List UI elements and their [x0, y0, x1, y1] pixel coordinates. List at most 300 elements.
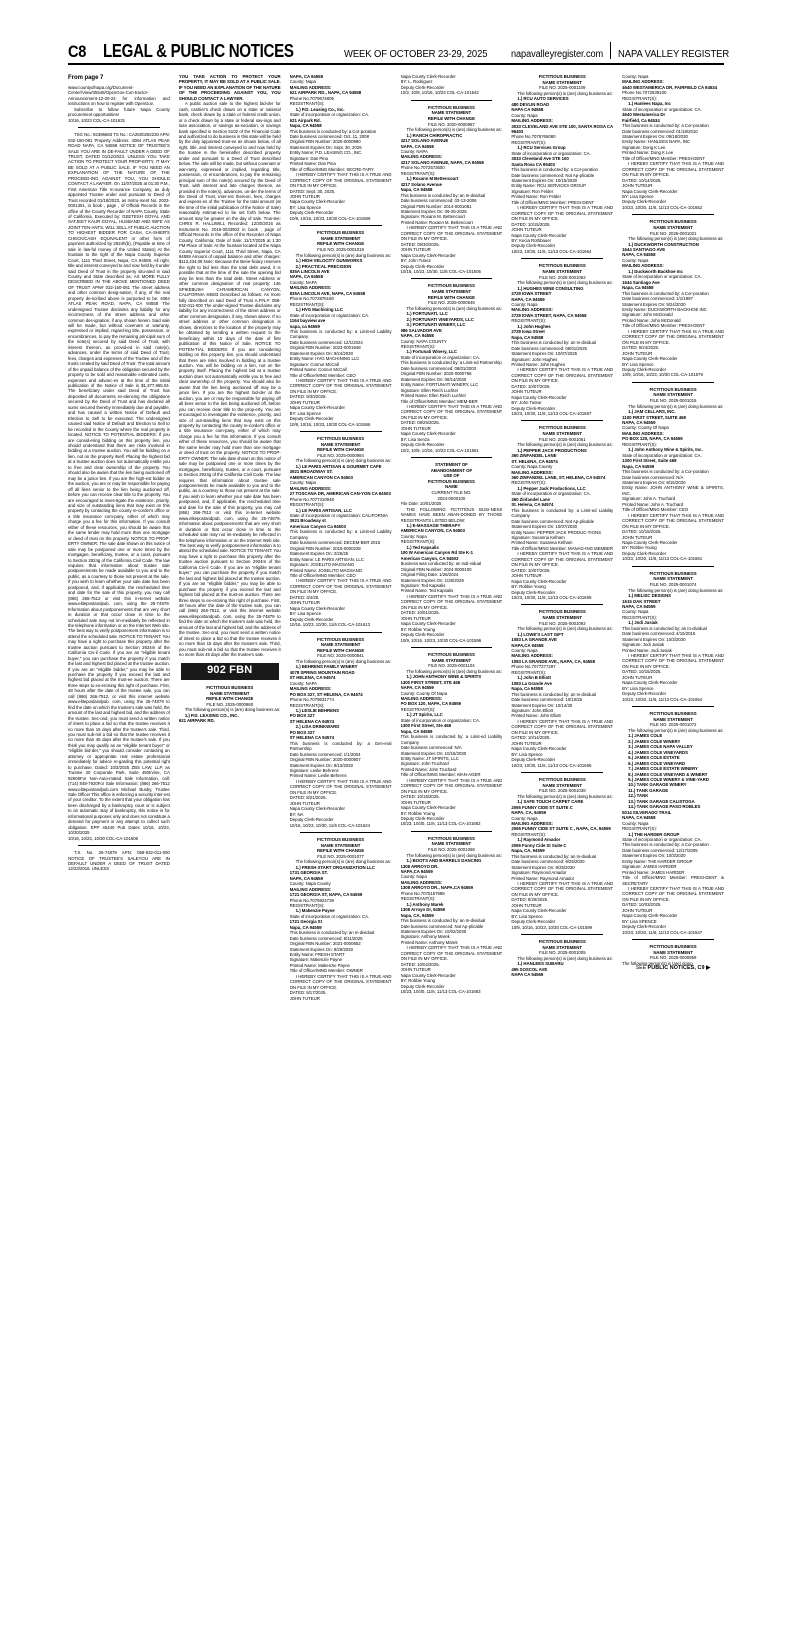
clerk-by: BY: Lisa Spence [511, 751, 543, 757]
clerk-name: JOHN TUTEUR [400, 247, 431, 253]
clerk-name: JOHN TUTEUR [400, 615, 431, 621]
notice-divider [78, 845, 160, 846]
fbn-business-name: 1.) FRESH START ORGANIZATION LLC [295, 864, 376, 870]
notice-divider [521, 420, 603, 421]
registrant-name: 1.) Jodi Jusiak [628, 620, 658, 626]
registrant-label: REGISTRANT(S): [289, 902, 325, 908]
fbn-heading: FICTITIOUS BUSINESS [317, 636, 365, 642]
entity-name: Entity Name: HVG MACHINING LLC [289, 356, 360, 362]
fbn-heading: REFILE WITH CHANGE [206, 696, 254, 702]
clerk-name: JOHN TUTEUR [511, 573, 542, 579]
fbn-county: County: Napa [400, 874, 427, 880]
business-conducted-by: This business is conducted by: an In-dividual [289, 930, 375, 936]
registrant-label: REGISTRANT(S): [622, 441, 657, 447]
fbn-intro: The following person(s) is (are) doing business as: [295, 252, 391, 258]
fbn-file-number: FILE NO. 2025-0001109 [539, 85, 586, 91]
dated: DATED: 10/14/2025. [622, 177, 662, 183]
website-url[interactable]: napavalleyregister.com [511, 49, 604, 60]
date-commenced: Date business commenced: 12/17/2005 [622, 847, 698, 853]
fbn-intro: The following person(s) is (are) doing business as: [628, 587, 724, 593]
fbn-banner: 902 FBN [181, 663, 279, 679]
registrant-label: REGISTRANT(S): [622, 95, 657, 101]
fbn-address: 1300 FIRST STREET, STE 468 [400, 679, 461, 685]
fbn-heading: FICTITIOUS BUSINESS [538, 425, 586, 431]
officer-title: Title of Officer/MNG Member: CEO [289, 573, 356, 578]
statement-expires: Statement Expires On: 9/24/2030 [289, 350, 353, 356]
business-conducted-by: This business is conducted by: a Cor-poration [511, 167, 598, 173]
fbn-intro: The following person(s) is (are) doing business as: [517, 955, 613, 961]
dated: DATED: 9/30/2025. [289, 394, 327, 400]
fbn-business-name: 7.) JAMES COLE ESTATE WINERY [628, 766, 698, 772]
clerk-office: Napa County Clerk-Recorder [511, 232, 567, 238]
fbn-heading: FICTITIOUS BUSINESS [427, 651, 475, 657]
fbn-address: 1100 FIRST STREET, SUITE 468 [622, 414, 686, 420]
mailing-address-value: PO BOX 327, ST HELENA, CA 94574 [289, 691, 363, 697]
clerk-office: Napa County Clerk-Recorder [622, 680, 678, 686]
original-filing-date: Original Filing Date: 1/26/2024 [400, 572, 459, 578]
notice-columns [68, 74, 724, 1626]
registrant-address: 360 Zinfandel Lane [511, 496, 550, 502]
fbn-heading: NAME STATEMENT [542, 431, 582, 437]
masthead-divider-3 [610, 42, 611, 59]
fbn-heading: NAME STATEMENT [653, 392, 693, 398]
notice-divider [521, 772, 603, 773]
registrant-name: 1.) HVG Machining LLC [295, 307, 343, 313]
clerk-office: Napa County Clerk-Recorder [400, 621, 456, 627]
entity-name: Entity Name: THE HARDER GROUP [622, 858, 693, 864]
fbn-intro: The following person(s) is (are) doing business as: [406, 668, 502, 674]
fbn-heading: FICTITIOUS BUSINESS [538, 74, 586, 79]
fbn-business-name: 1.) HIGH VELOCITY GUNWORKS [295, 258, 363, 264]
printed-name: Printed Name: Connor McCall [289, 367, 347, 373]
fbn-intro: The following person(s) is (are) doing business as: [628, 403, 724, 409]
fbn-city: NAPA, CA 94559 [511, 296, 545, 302]
business-conducted-by: This business is conducted by: a Cor-poration [622, 123, 709, 129]
fbn-county: County: Napa [511, 815, 538, 821]
clerk-office: Napa County Clerk-Recorder [511, 746, 567, 752]
deputy-clerk: Deputy Clerk-Recorder [289, 416, 334, 422]
fbn-intro: The following person(s) is (are) doing business as: [628, 727, 724, 733]
date-commenced: Date business commenced: 09/01/2025 [511, 345, 587, 351]
mailing-address-label: MAILING ADDRESS: [511, 118, 553, 124]
registrant-address: 2065 Funny Cide St Suite C [511, 842, 567, 848]
fbn-address: 1731 GEORGIA ST. [289, 870, 328, 876]
fbn-file-number: FILE NO. 2025-0001019 [317, 247, 364, 253]
certification: I HEREBY CERTIFY THAT THIS IS A TRUE AND CORRECT COPY OF THE ORIGINAL STATEMENT ON FILE IN MY OFFICE. [400, 777, 503, 794]
fbn-address: 5014 SILVERADO TRAIL [622, 809, 672, 815]
registrant-name: 2.) LISA DRINKWARD [295, 724, 340, 730]
registrant-address: PO BOX 327 [289, 713, 315, 719]
fbn-file-number: FILE NO. 2025-0001072 [649, 722, 697, 728]
statement-expires: Statement Expires On: 9/15/2030 [622, 480, 686, 486]
clerk-name: JOHN TUTEUR [622, 907, 653, 913]
fbn-heading: NAME STATEMENT [320, 842, 361, 848]
deputy-clerk: Deputy Clerk-Recorder [622, 366, 667, 372]
dated: DATED: 10/15/2025. [511, 221, 551, 227]
fbn-county: County: Napa [622, 257, 649, 263]
mailing-address-value: 2729 IOWA STREET, NAPA, CA 94558 [511, 312, 587, 318]
fbn-heading: NAME STATEMENT [320, 642, 361, 648]
fbn-business-name: 13.) TANK GARAGE CALISTOGA [628, 798, 695, 804]
section-title: LEGAL & PUBLIC NOTICES [103, 41, 294, 61]
fbn-phone: Phone No.7075765080 [511, 134, 556, 140]
date-commenced: Date business commenced: Oct. 11, 2008 [289, 133, 369, 139]
business-conducted-by: This business is conducted by: a Cor-poration [289, 128, 377, 134]
fbn-heading: NAME STATEMENT [542, 944, 582, 950]
abandonment-heading: STATEMENT OF [435, 462, 468, 468]
dated: DATED: 10/15/2025. [622, 529, 662, 535]
fbn-business-name: 1.) JAMES COLE [628, 733, 663, 739]
printed-name: Printed Name: Anthony Marek [400, 939, 458, 945]
incorporation-state: State of incorporation or organization: CA. [400, 717, 481, 723]
fbn-business-name: 1.) E-MASSAGE THERAPY [406, 523, 461, 528]
statement-expires: Statement Expires On: 08/14/2030 [400, 376, 467, 382]
business-conducted-by: This business is conducted by: a Limit-ed Liability Company [511, 507, 614, 519]
clerk-office: Napa County Clerk-Recorder [400, 805, 456, 811]
signature: Signature: Leslie Behrens [289, 767, 339, 773]
publication-dates: 10/23, 10/30, 11/6, 11/13 COL-CA-101656 [511, 762, 592, 768]
officer-title: Title of Officer/MNG Member: MAN-AGER [400, 772, 481, 778]
fbn-phone: Phone No.7075924739 [289, 897, 334, 903]
publication-dates: 10/23, 10/30, 11/6, 11/13 COL-CA-101663 [400, 989, 481, 994]
date-commenced: Date business commenced: 08/01/2003 [400, 365, 477, 371]
registrant-name: 1.) LE PARIS ARTISAN, LLC [295, 507, 352, 513]
registrant-name: 1.) Duckworth Backhoe Inc [628, 268, 683, 274]
registrant-label: REGISTRANT(S): [511, 480, 547, 486]
registrant-address: 4640 Westamerica Dr [622, 112, 666, 118]
printed-name: Printed Name: John A. Truchard [622, 501, 683, 507]
registrant-name: 1.) Ted Kapsalis [406, 544, 439, 550]
fbn-intro: The following person(s) is (are) doing business as: [406, 852, 502, 858]
fbn-heading: FICTITIOUS BUSINESS [317, 836, 365, 842]
deputy-clerk: Deputy Clerk-Recorder [622, 691, 667, 697]
date-commenced: Date business commenced: 1/1/2004 [289, 751, 361, 757]
fbn-heading: FICTITIOUS BUSINESS [538, 609, 586, 615]
certification: I HEREBY CERTIFY THAT THIS IS A TRUE AND CORRECT COPY OF THE ORIGINAL STATEMENT ON FILE IN MY OFFICE. [400, 593, 503, 610]
deputy-clerk: Deputy Clerk-Recorder [400, 442, 445, 448]
continued-link[interactable] [622, 966, 724, 971]
registrant-label: REGISTRANT(S): [400, 706, 436, 712]
original-fbn-number: Original FBN Number: 2023-0001948 [289, 345, 361, 351]
clerk-name: JOHN TUTEUR [400, 425, 431, 431]
fbn-file-number: FILE NO. 2020-0000967 [428, 121, 475, 127]
statement-expires: Statement Expires On: 8/13/2030 [289, 762, 353, 768]
fbn-heading: NAME STATEMENT [542, 79, 582, 85]
dated: DATED: 9/17/2025. [289, 990, 327, 996]
clerk-name: JOHN TUTEUR [622, 674, 653, 680]
publication-dates: 10/16, 10/23, 10/30, 11/6 COL-CA-101605 [400, 268, 481, 274]
publication-dates: 10/16, 10/23, 10/30, 11/6 COL-CA-101624 [289, 822, 371, 828]
fbn-county: County: Napa County [289, 881, 331, 887]
dated: DATED: 10/15/2025. [400, 794, 440, 800]
clerk-office: Napa County Clerk-Recorder [622, 540, 678, 545]
fbn-address: 1308 ARROYO DR. [400, 863, 439, 869]
fbn-heading: FICTITIOUS BUSINESS [649, 944, 697, 950]
fbn-city: NAPA, CA 94558 [400, 333, 434, 339]
signature: Signature: John A. Truchard [622, 496, 676, 502]
clerk-by: BY: Lisa Spence [289, 410, 322, 416]
fbn-address: 1615 OAK STREET [622, 598, 661, 604]
incorporation-state: State of incorporation or organization: CA. [622, 106, 702, 112]
fbn-file-number: FILE NO. 2025-0000841 [317, 653, 364, 659]
fbn-address: 495 SOSCOL AVE [511, 966, 548, 972]
certification: I HEREBY CERTIFY THAT THIS IS A TRUE AND CORRECT COPY OF THE ORIGINAL STATEMENT ON FILE IN MY OFFICE. [289, 973, 392, 990]
printed-name: Printed Name: John Truchard [400, 766, 457, 772]
fbn-business-name: 1.) FORTUNATI, LLC [406, 311, 448, 317]
clerk-name: JOHN TUTEUR [622, 350, 653, 356]
fbn-heading: NAME STATEMENT [431, 289, 472, 295]
signature: Signature: JOSELITO MAGSANO [289, 562, 355, 568]
fbn-file-number: FILE NO. 2025-0001021 [649, 230, 697, 236]
fbn-heading: NAME STATEMENT [320, 235, 361, 241]
clerk-office: Napa County Clerk-Recorder [289, 806, 345, 812]
statement-expires: Statement Expires On: 10/3/2030 [622, 853, 686, 859]
signature: Signature: Ron Felder [511, 188, 554, 194]
notice-divider [632, 382, 714, 383]
fbn-intro: The following person(s) is (are) doing business as: [517, 442, 613, 448]
notice-divider [300, 431, 382, 432]
fbn-address: 480 DEVLIN ROAD [511, 101, 550, 107]
arrow-right-icon: ▶ [706, 965, 711, 972]
registrant-label: REGISTRANT(S): [289, 101, 325, 107]
column-5 [511, 74, 613, 1626]
fbn-heading: FICTITIOUS BUSINESS [317, 436, 365, 442]
registrant-name: 1.) THE HARDER GROUP [628, 831, 680, 837]
abandonment-heading: FICTITIOUS BUSINESS [427, 478, 475, 484]
fbn-business-name: 1.) LE PARIS ARTISAN & GOURMET CAFE [295, 463, 382, 469]
mailing-address-label: MAILING ADDRESS: [400, 154, 443, 160]
fbn-county: County: Napa County [511, 464, 553, 470]
mailing-address-value: 4217 SOLANO AVENUE, NAPA, CA 94558 [400, 159, 484, 165]
notice-divider [632, 214, 714, 215]
certification: I HEREBY CERTIFY THAT THIS IS A TRUE AND CORRECT COPY OF THE ORIGINAL STATEMENT ON FILE IN MY OFFICE. [289, 578, 392, 595]
clerk-name: JOHN TUTEUR [511, 389, 542, 395]
clerk-by: BY: Lisa Spence [622, 193, 654, 199]
statement-expires: Statement Expires On: 10/14/30 [511, 702, 573, 708]
entity-name: Entity Name: JOHN ANTHONY WINE & SPIRITS, INC. [622, 485, 724, 496]
signature: Signature: Dong K Lee [622, 144, 666, 150]
dated: DATED: 9/24/2025. [622, 345, 660, 351]
current-file-label: CURRENT FILE NO. [431, 490, 472, 495]
column-2 [179, 74, 281, 1626]
fbn-business-name: 1.) SAFE TOUCH CARPET CARE [517, 799, 584, 805]
fbn-county: County: NAPA [289, 680, 317, 686]
date-commenced: Date business commenced: 10/10/25 [511, 697, 583, 703]
fbn-intro: The following person(s) is (are) doing business as: [517, 626, 613, 632]
fbn-file-number: FILE NO. 2025-0001104 [428, 663, 475, 669]
fbn-address: 360 ZINFANDEL LANE [511, 453, 557, 459]
fbn-city: AMERICAN CANYON CA 94503 [289, 474, 353, 480]
fbn-business-name: 1.) PEPPER JACK PRODUCTIONS [517, 447, 587, 453]
notice-text: A public auction sale to the highest bid-der for cash, cashier's check drawn on a state or national bank, check drawn by a state or federal credit union, or a check drawn by a state or federal sav-ings and loan association, or savings as-sociation, or savings bank specified in Section 5102 of the Financial Code and authorized to do business in this state will be held by the duly appointed trust-ee as shown below, of all right, title, and interest conveyed to and now held by the trustee in the hereinafter described property under and pursuant to a Deed of Trust described below. The sale will be made, but without covenant or war-ranty, expressed or implied, regarding title, possession, or encumbrances, to pay the remaining principal sum of the note(s) secured by the Deed of Trust, with interest and late charges thereon, as provided in the note(s), advances, un-der the terms of the Deed of Trust, inter-est thereon, fees, charges and expens-es of the Trustee for the total amount (at the time of the initial publication of the Notice of Sale) reasonably estimat-ed to be set forth below. The amount may be greater on the day of sale. Trus-tee: CHRIS R. HALLIWILL Recorded: 12/30/2016 as Instrument No. 2016-0033902 in book , page of Official Records in the office of the Recorder of Napa County, California; Date of Sale: 11/17/2025 at 1:30 PM Place of Sale: At the fountain located at the Napa County Superior Court, 1111 Third Street, Napa, CA 94559 Amount of unpaid balance and other charges: $112,434.08 Note: Because the Bene-ficiary reserves the right to bid less than the total debt owed, it is possible that at the time of the sale the opening bid may be less than the total debt. Street Address or other common designation of real property: 146 SPIKEBUSH CI-RAMERICAN CANYON, CALIFORNIA 94503 Described as follows: As more fully described on said Deed of Trust A.P.N.#: 058-632-011-000 The under-signed Trustee disclaims any liability for any incorrectness of the street address or other common designation, if any, shown above. If no street address or other common designation is shown, directions to the location of the property may be obtained by sending a written request to the beneficiary within 10 days of the date of first publication of this Notice of Sale. NOTICE TO POTEN-TIAL BIDDERS: If you are considering bidding on this property lien, you should understand that there are risks involved in bidding at a trustee auction. You will be bidding on a lien, not on the property itself. Placing the highest bid at a trustee auction does not automatically entitle you to free and clear ownership of the property. You should also be aware that the lien being auctioned off may be a junior lien. If you are the highest bid-der at the auction, you are or may be responsible for paying off all liens senior to the lien being auctioned off, before you can receive clear title to the prop-erty. You are encouraged to investigate the existence, priority, and size of out-standing liens that may exist on this property by contacting the county re-corder's office or a title insurance com-pany, either of which may charge you a fee for this information. If you consult either of these resources, you should be aware that the same lender may hold more than one mortgage or deed of trust on the property. NOTICE TO PROP-ERTY OWNER: The sale date shown on this notice of sale may be postponed one or more times by the mortgagee, beneficiary, trustee, or a court, pursuant to Section 2924g of the California Civil Code. The law requires that information about trustee sale postponements be made available to you and to the public, as a courtesy to those not present at the sale. If you wish to learn whether your sale date has been postponed, and, if applicable, the rescheduled time and date for the sale of this property, you may call (866) 266-7512 or visit this in-ternet website www.elitepostandpub. com, using the 25-74879. Information about postponements that are very short in duration or that occur close in time to the scheduled sale may not im-mediately be reflected in the telephone information or on the Internet Web site. The best way to verify postponement information is to attend the scheduled sale. NOTICE TO TENANT: You may have a right to purchase this property after the trustee auction pursuant to Section 2924m of the California Civ-il Code. If you are an "eligible tenant buyer," you can purchase the property if you match the last and highest bid placed at the trustee auction. If you are an "eligible bidder," you may be able to purchase the property if you exceed the last and highest bid placed at the trust-ee auction. There are three steps to ex-ercising this right of purchase. First, 48 hours after the date of the trustee sale, you can call (866) 266-7512, or visit this internet website www.elitepostandpub. com, using the 25-74879 to find the date on which the trustee's sale was held, the amount of the last and highest bid, and the address of the trustee. Sec-ond, you must send a written notice of intent to place a bid so that the trustee receives it no more than 15 days after the trustee's sale. Third, you must sub-mit a bid so that the trustee receives it no more than 45 days after the trustee's sale. [178, 101, 281, 658]
certification: I HEREBY CERTIFY THAT THIS IS A TRUE AND CORRECT COPY OF THE ORIGINAL STATEMENT ON FILE IN MY OFFICE. [289, 378, 392, 394]
clerk-by: BY: John Tuteur [511, 400, 542, 406]
registrant-city: American Canyon, CA 94503 [400, 555, 459, 561]
deputy-clerk: Deputy Clerk-Recorder [622, 924, 667, 930]
fbn-city: NAPA, CA, 94559 [511, 810, 546, 816]
registrant-city: Santa Rosa CA 95403 [511, 161, 555, 167]
dated: DATED: 10/03/2025. [622, 902, 662, 908]
incorporation-state: State of incorporation or organization: CA. [400, 354, 481, 360]
incorporation-state: State of incorporation or organization: CA. [289, 112, 370, 118]
page-number: C8 [68, 42, 87, 61]
fbn-intro: The following person(s) is (are) doing business as: [517, 793, 613, 799]
dated: DATED: 09/26/2025. [400, 420, 440, 426]
notice-divider [300, 832, 382, 833]
business-conducted-by: This business is conducted by: an In-dividual [511, 340, 597, 346]
printed-name: Printed Name: JAMES HARDER [622, 869, 685, 875]
fbn-file-number: FILE NO. 2025-0001061 [538, 436, 586, 442]
fbn-heading: FICTITIOUS BUSINESS [317, 230, 365, 236]
fbn-business-name: 10.) TANK GARAGE WINERY [628, 782, 687, 788]
registrant-label: REGISTRANT(S): [289, 502, 325, 508]
publication-dates: 10/16, 10/23, 10/30, 11/6 COL-CA-101613 [289, 622, 371, 628]
dated: DATED: 9/25/2025. [511, 897, 549, 903]
date-commenced: Date business commenced: 01/19/2010 [622, 128, 698, 134]
deputy-clerk: Deputy Clerk-Recorder [400, 983, 445, 989]
registrant-name: 1.) Anthony Marek [406, 901, 444, 907]
statement-expires: Statement Expires On: 10/07/2025 [511, 351, 578, 357]
clerk-by: BY: L. Rodriguez [400, 79, 433, 85]
fbn-heading: FICTITIOUS BUSINESS [538, 939, 586, 945]
fbn-address: AMERICAN CANYON, CA 94503 [400, 528, 465, 534]
printed-name: Printed Name: Ron Felder [511, 194, 562, 200]
fbn-county: County: NAPA COUNTY [400, 338, 447, 344]
fbn-phone: Phone No.7077277297 [511, 664, 556, 670]
mailing-address-label: MAILING ADDRESS: [289, 84, 332, 90]
fbn-county: County: Napa [622, 820, 649, 826]
registrant-city: napa, ca 94559 [289, 323, 320, 329]
clerk-name: JOHN TUTEUR [289, 193, 320, 199]
notice-divider [521, 934, 603, 935]
publication-dates: 10/9, 10/16, 10/23, 10/30 COL-CA-101586 [289, 421, 371, 427]
fbn-address: 621 AIRPARK RD. [178, 718, 215, 724]
mailing-address-label: MAILING ADDRESS: [622, 79, 664, 85]
deputy-clerk: Deputy Clerk-Recorder [622, 550, 667, 556]
original-fbn-number: Original FBN Number: 2021-0000652 [289, 941, 361, 947]
fbn-intro: The following person(s) is (are) doing business as: [295, 658, 391, 664]
statement-expires: Statement Expires On: 2/26/25 [289, 551, 349, 557]
incorporation-state: State of incorporation or organization: CALIFORNIA [289, 513, 388, 519]
fbn-county: County: Napa [622, 609, 649, 615]
registrant-name: 1.) Raymond Amador [517, 837, 561, 843]
dated: DATED: 8/21/2025. [289, 795, 327, 801]
registrant-address: 1644 Santiago Ave [622, 279, 660, 285]
abandonment-body: THE FOLLOWING FICTITIOUS BUSI-NESS NAMES HAVE BEEN ABAN-DONED BY THOSE REGISTRANTS LISTED BELOW: [400, 506, 503, 523]
notice-divider [78, 127, 160, 128]
registrant-city: Napa, Ca 94558 [511, 686, 543, 692]
fbn-heading: FICTITIOUS BUSINESS [427, 104, 475, 110]
fbn-county: County: Napa [622, 74, 649, 79]
certification: I HEREBY CERTIFY THAT THIS IS A TRUE AND CORRECT COPY OF THE ORIGINAL STATEMENT ON FILE IN MY OFFICE. [289, 172, 392, 189]
publication-dates: 10/23, 10/30, 11/6, 11/13 COL-CA-101661 [622, 556, 703, 562]
fbn-heading: REFILE WITH CHANGE [316, 447, 365, 453]
printed-name: Printed Name: Roxann M. Bettencourt [400, 219, 473, 225]
column-4 [401, 74, 503, 1626]
fbn-intro: The following person(s) is (are) doing business as: [628, 236, 724, 242]
signature: Signature: Susanna Kelham [511, 534, 565, 540]
publication-dates: 10/9, 10/16, 10/23, 10/30 COL-CA-101579 [622, 372, 703, 378]
clerk-name: JOHN TUTEUR [289, 995, 320, 1001]
fbn-business-name: 1.) RANCH CHIROPRACTIC [406, 132, 463, 138]
date-commenced: Date business commenced: 9/25/2030 [511, 859, 585, 865]
fbn-intro: The following person(s) is (are) doing [622, 960, 693, 966]
fbn-business-name: 2.) JAMES COLE WINERY [628, 738, 681, 744]
fbn-business-name: 1.) HUGHES WINE CONSULTING [517, 285, 584, 291]
registrant-address: 1300 First Street, Ste 468 [400, 723, 452, 729]
mailing-address-label: MAILING ADDRESS: [400, 696, 443, 702]
date-commenced: Date business commenced: 8/11/2025 [289, 935, 363, 941]
abandonment-heading: ABANDONMENT OF [430, 467, 473, 473]
entity-name: Entity Name: FORTUNATI WINERY, LLC [400, 382, 479, 388]
fbn-heading: NAME STATEMENT [542, 268, 582, 274]
fbn-heading: FICTITIOUS BUSINESS [649, 711, 697, 717]
original-fbn-number: Original FBN Number: 2020-0000766 [400, 371, 472, 377]
printed-name: Printed Name: Susanna Kelham [511, 540, 573, 546]
fbn-phone: Phone No.7072573600 [400, 165, 445, 171]
mailing-address-label: MAILING ADDRESS: [289, 485, 332, 491]
certification: I HEREBY CERTIFY THAT THIS IS A TRUE AND CORRECT COPY OF THE ORIGINAL STATEMENT ON FILE IN MY OFFICE. [511, 881, 614, 897]
fbn-heading: REFILE WITH CHANGE [316, 647, 365, 653]
fbn-address: 3921 BROADWAY ST. [289, 469, 333, 475]
mailing-address-label: MAILING ADDRESS: [289, 285, 332, 291]
registrant-city: ST HELENA CA 94574 [289, 735, 335, 741]
publication-dates: 10/23, 10/30, 11/6, 11/13 COL-CA-101647 [622, 929, 703, 935]
fbn-business-name: 1.) JOHN ANTHONY WINE & SPIRITS [406, 674, 482, 680]
clerk-by: BY: Lisa Spence [289, 204, 322, 210]
fbn-intro: The following person(s) is (are) doing business as: [406, 305, 502, 311]
signature: Signature: Jodi Jusiak [622, 642, 665, 648]
registrant-address: 1721 Georgia St [289, 919, 322, 925]
dated: DATED: 3/4/25. [289, 594, 320, 600]
fbn-file-number: FILE NO. 2025-0001082 [538, 274, 586, 280]
clerk-office: Napa County Clerk-Recorder [400, 252, 456, 258]
printed-name: Printed Name: Ted Kapsalis [400, 588, 454, 594]
registrant-name: 1.) Fortunati Winery, LLC [406, 349, 457, 355]
notice-divider [521, 258, 603, 259]
statement-expires: Statement Expires On: 1/26/2029 [400, 577, 464, 583]
column-1 [68, 74, 170, 1626]
clerk-office: Napa County Clerk-Recorder [622, 356, 678, 362]
certification: I HEREBY CERTIFY THAT THIS IS A TRUE AND CORRECT COPY OF THE ORIGINAL STATEMENT ON FILE IN MY OFFICE. [622, 328, 724, 345]
registrant-city: Napa, CA 94559 [289, 924, 322, 930]
statement-expires: Statement Expires On: 9/24/2030 [622, 301, 686, 307]
publication-dates: 10/23, 10/30, 11/6, 11/13 COL-CA-101662 [400, 821, 481, 827]
dated: DATED: 10/15/2025. [622, 669, 662, 675]
registrant-address: 621 Airpark Rd. [289, 117, 321, 123]
trustee-sale-notice: TSG No.: 92396683 TS No.: CA2500292230 APN: 032-160-081 Property Address: 4084 ATLAS PEAK ROAD NAPA, CA 94558 NOTICE OF TRUSTEE'S SALE YOU ARE IN DE-FAULT UNDER A DEED OF TRUST, DATED 01/12/2023. UNLESS YOU TAKE ACTION TO PROTECT YOUR PROP-ERTY, IT MAY BE SOLD AT A PUBLIC SALE. IF YOU NEED AN EXPLANATION OF THE NATURE OF THE PROCEED-ING AGAINST YOU, YOU SHOULD CONTACT A LAWYER. On 11/07/2025 at 01:30 P.M., First American Title In-surance Company, as duly appointed Trustee under and pursuant to Deed of Trust recorded 01/18/2023, as Instru-ment No. 2023-0001351, in book , page , of Official Records in the office of the County Recorder of NAPA County, State of California. Executed by: GEETESH GOYAL AND SATJEET KAUR GOYAL, HUSBAND AND WIFE AS JOINT TEN-ANTS, WILL SELL AT PUBLIC AUCTION TO HIGHEST BIDDER FOR CASH, CA-SHIER'S CHECK/CASH EQUIVALENT or other form of payment authorized by 2924h(b), (Payable at time of sale in law-ful money of the United States) At the fountain to the right of the Napa County Superior Court, 1111 Third Street, Napa, CA 94559. All right, title and interest conveyed to and now held by it under said Deed of Trust in the property situ-ated in said County and State described as: AS MORE FULLY DESCRIBED IN THE ABOVE MENTIONED DEED OF TRUST APN# 032-160-081 The street address and other common desig-nation, if any, of the real property de-scribed above is purported to be: 4084 ATLAS PEAK ROAD, NAPA, CA 94558 The undersigned Trustee disclaims any liability for any incorrectness of the street address and other common des-ignation, if any, shown herein. Said sale will be made, but without covenant or warranty, expressed or implied, regard-ing title, possession, or encumbrances, to pay the remaining principal sum of the note(s) secured by said Deed of Trust, with interest thereon, as provid-ed in said note(s), advances, under the terms of said Deed of Trust, fees, charges and expenses of the Trustee and of the trusts created by said Deed of Trust. The total amount of the unpaid balance of the obligation secured by the property to be sold and reasonable estimated costs, expenses and advanc-es at the time of the initial publication of the Notice of Sale is $1,377,965.04. The beneficiary under said Deed of Trust has deposited all documents ev-idencing the obligations secured by the Deed of Trust and has declared all sums secured thereby immediately due and payable, and has caused a written Notice of Default and Election to Sell to be executed. The undersigned caused said Notice of Default and Election to Sell to be recorded in the County where the real property is located. NOTICE TO POTENTIAL BIDDERS: If you are consid-ering bidding on this property lien, you should understand that there are risks involved in bidding at a trustee auction. You will be bidding on a lien, not on the property itself. Placing the highest bid at a trustee auction does not automatically entitle you to free and clear ownership of the property. You should also be aware that the lien being auctioned off may be a junior lien. If you are the high-est bidder at the auction, you are or may be responsible for paying off all liens senior to the lien being auctioned off, before you can receive clear title to the property. You are encouraged to inves-tigate the existence, priority, and size of outstanding liens that may exist on this property by contacting the county re-corder's office or a title insurance com-pany, either of which may charge you a fee for this information. If you consult either of these resources, you should be aware that the same lender may hold more than one mortgage or deed of trust on the property. NOTICE TO PROP-ERTY OWNER: The sale date shown on this notice of sale may be postponed one or more times by the mortgagee, beneficiary, trustee, or a court, pursuant to Section 2924g of the California Civil Code. The law requires that information about trustee sale postponements be made available to you and to the public, as a courtesy to those not present at the sale. If you wish to learn whether your sale date has been postponed, and, if applicable, the rescheduled time and date for the sale of this property, you may call (866) 266-7512 or visit this in-ternet website www.elitepostandpub. com, using the 25-74879. Information about postponements that are very short in duration or that occur close in time to the scheduled sale may not im-mediately be reflected in the telephone information or on the Internet Web site. The best way to verify postponement information is to attend the scheduled sale. NOTICE TO TENANT: You may have a right to purchase this property after the trustee auction pursuant to Section 2924m of the California Civ-il Code. If you are an "eligible tenant buyer," you can purchase the property if you match the last and highest bid placed at the trustee auction. If you are an "eligible bidder," you may be able to purchase the property if you exceed the last and highest bid placed at the trust-ee auction. There are three steps to ex-ercising this right of purchase. First, 48 hours after the date of the trustee sale, you can call (866) 266-7512, or visit this internet website www.elitepostandpub. com, using the 25-74879 to find the date on which the trustee's sale was held, the amount of the last and highest bid, and the address of the trustee. Sec-ond, you must send a written notice of intent to place a bid so that the trustee receives it no more than 15 days after the trustee's sale. Third, you must sub-mit a bid so that the trustee receives it no more than 45 days after the trustee's sale. If you think you may qualify as an "eligible tenant buyer" or "eligible bid-der," you should consider contacting an attorney or appropriate real estate professional immediately for advice re-garding this potential right to purchase. Dated: 10/3/2025 ZBS LAW, LLP, as Trustee 30 Corporate Park, Suite 450Irvine, CA 92606For Non-Auto-mated Sale Information, call: (714) 848-7920For Sale Information: (866) 266-7512 www.elitepostandpub.com Michael Busby, Trustee Sale Officer This office is enforcing a security inter-est of your creditor. To the extent that your obligation has been discharged by a bankruptcy court or is subject to an automatic stay of bankruptcy, this notice is for informational purposes only and does not constitute a demand for payment or any attempt to collect such obligation. EPP 45440 Pub Dates 10/16, 10/23, 10/30/2025 [68, 132, 170, 836]
registrant-city: ST HELENA CA 94574 [289, 718, 335, 724]
notice-text: www.countyofnapa.org/Document-Center/View/35548/OpenGov-Con-tractor-Announcement-12-20-24 for information and instructions on how to register with OpenGov. [68, 85, 170, 107]
fbn-city: ST. HELENA, CA 94574 [511, 458, 558, 464]
clerk-by: BY: Robbie Young [400, 810, 436, 816]
clerk-name: JOHN TUTEUR [511, 227, 542, 233]
registrant-name: 1.) Roxann M Bettencourt [406, 176, 459, 182]
fbn-heading: FICTITIOUS BUSINESS [538, 263, 586, 269]
signature: Signature: Anthony Marek [400, 934, 450, 940]
fbn-file-number: FILE NO. 2025-0000984 [317, 452, 364, 458]
clerk-name: JOHN TUTEUR [289, 600, 320, 606]
fbn-county: County: NAPA [400, 149, 428, 154]
publication-dates: 10/23, 10/30, 11/6, 11/13 COL-CA-101654 [622, 696, 703, 702]
incorporation-state: State of incorporation or organization: CA. [622, 452, 702, 458]
incorporation-state: State of incorporation or organization: CA. [622, 836, 702, 842]
fbn-business-name: 2.) PRACTICAL PRECISION [295, 263, 352, 269]
officer-title: Title of Officer/MNG Member: CEO [289, 372, 356, 378]
fbn-heading: NAME STATEMENT [320, 441, 361, 447]
statement-expires: Statement Expires On: 10/3/2030 [622, 636, 686, 642]
registrant-label: REGISTRANT(S): [622, 614, 657, 620]
